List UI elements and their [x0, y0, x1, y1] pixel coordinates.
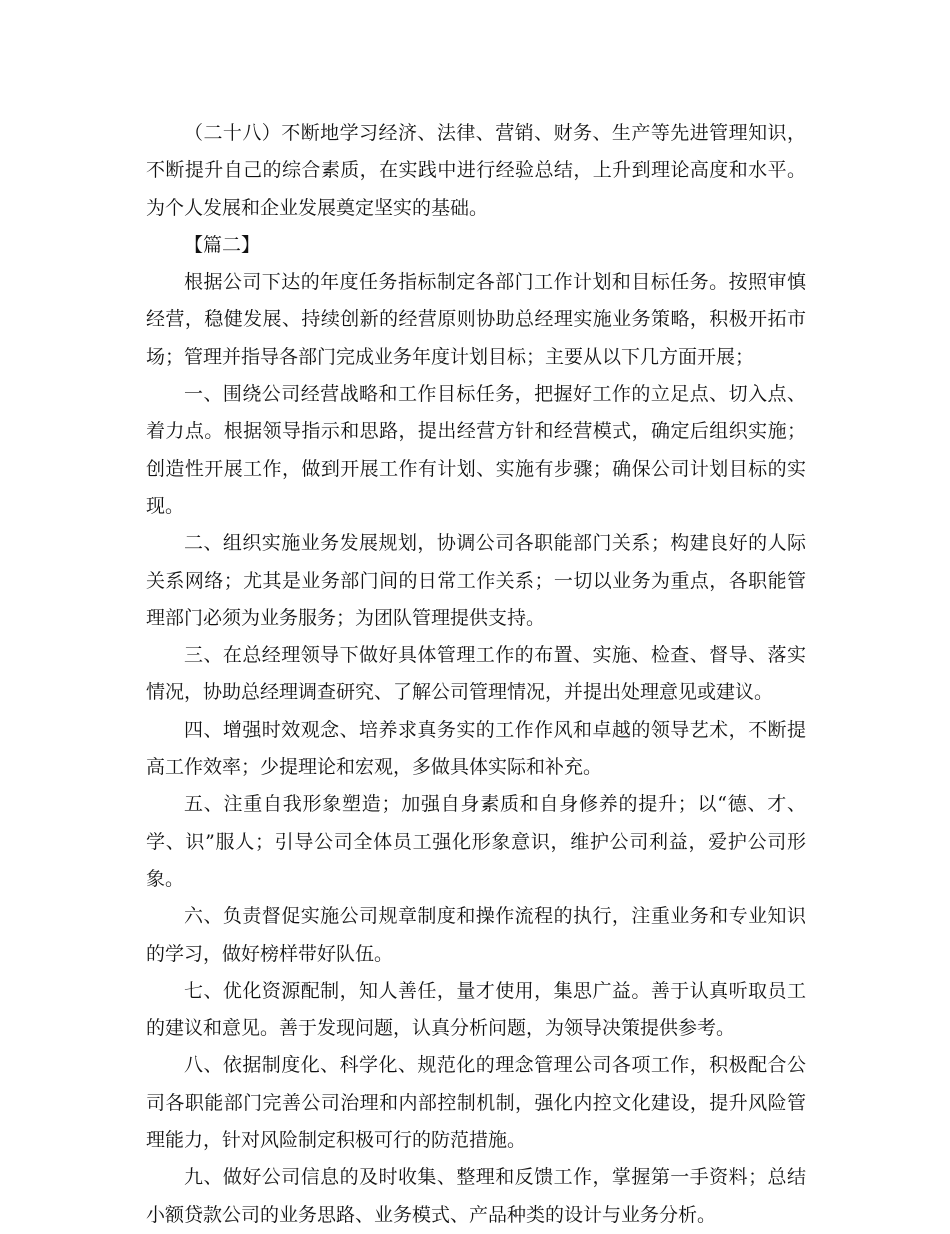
section-heading-part-two: 【篇二】: [184, 233, 261, 256]
paragraph-item-6: 六、负责督促实施公司规章制度和操作流程的执行，注重业务和专业知识的学习，做好榜样带好队伍。: [146, 905, 806, 965]
paragraph-item-2: 二、组织实施业务发展规划，协调公司各职能部门关系；构建良好的人际关系网络；尤其是业务部门间的日常工作关系；一切以业务为重点，各职能管理部门必须为业务服务；为团队管理提供支持。: [146, 532, 806, 629]
paragraph-item-4: 四、增强时效观念、培养求真务实的工作作风和卓越的领导艺术，不断提高工作效率；少提理论和宏观，多做具体实际和补充。: [146, 718, 806, 779]
paragraph-item-9: 九、做好公司信息的及时收集、整理和反馈工作，掌握第一手资料；总结小额贷款公司的业务思路、业务模式、产品种类的设计与业务分析。: [146, 1166, 806, 1226]
paragraph-item-3: 三、在总经理领导下做好具体管理工作的布置、实施、检查、督导、落实情况，协助总经理调查研究、了解公司管理情况，并提出处理意见或建议。: [146, 644, 806, 704]
paragraph-28: （二十八）不断地学习经济、法律、营销、财务、生产等先进管理知识，不断提升自己的综合素质，在实践中进行经验总结，上升到理论高度和水平。为个人发展和企业发展奠定坚实的基础。: [146, 122, 806, 219]
paragraph-item-8: 八、依据制度化、科学化、规范化的理念管理公司各项工作，积极配合公司各职能部门完善公司治理和内部控制机制，强化内控文化建设，提升风险管理能力，针对风险制定积极可行的防范措施。: [146, 1054, 806, 1152]
paragraph-item-1: 一、围绕公司经营战略和工作目标任务，把握好工作的立足点、切入点、着力点。根据领导指示和思路，提出经营方针和经营模式，确定后组织实施；创造性开展工作，做到开展工作有计划、实施有步骤；确保公司计划目标的实现。: [146, 383, 806, 517]
paragraph-item-7: 七、优化资源配制，知人善任，量才使用，集思广益。善于认真听取员工的建议和意见。善于发现问题，认真分析问题，为领导决策提供参考。: [146, 979, 806, 1040]
document-page: [146, 115, 806, 1234]
paragraph-intro: 根据公司下达的年度任务指标制定各部门工作计划和目标任务。按照审慎经营，稳健发展、持续创新的经营原则协助总经理实施业务策略，积极开拓市场；管理并指导各部门完成业务年度计划目标；主要从以下几方面开展；: [146, 271, 806, 368]
paragraph-item-5: 五、注重自我形象塑造；加强自身素质和自身修养的提升；以“德、才、学、识”服人；引导公司全体员工强化形象意识，维护公司利益，爱护公司形象。: [146, 793, 806, 890]
